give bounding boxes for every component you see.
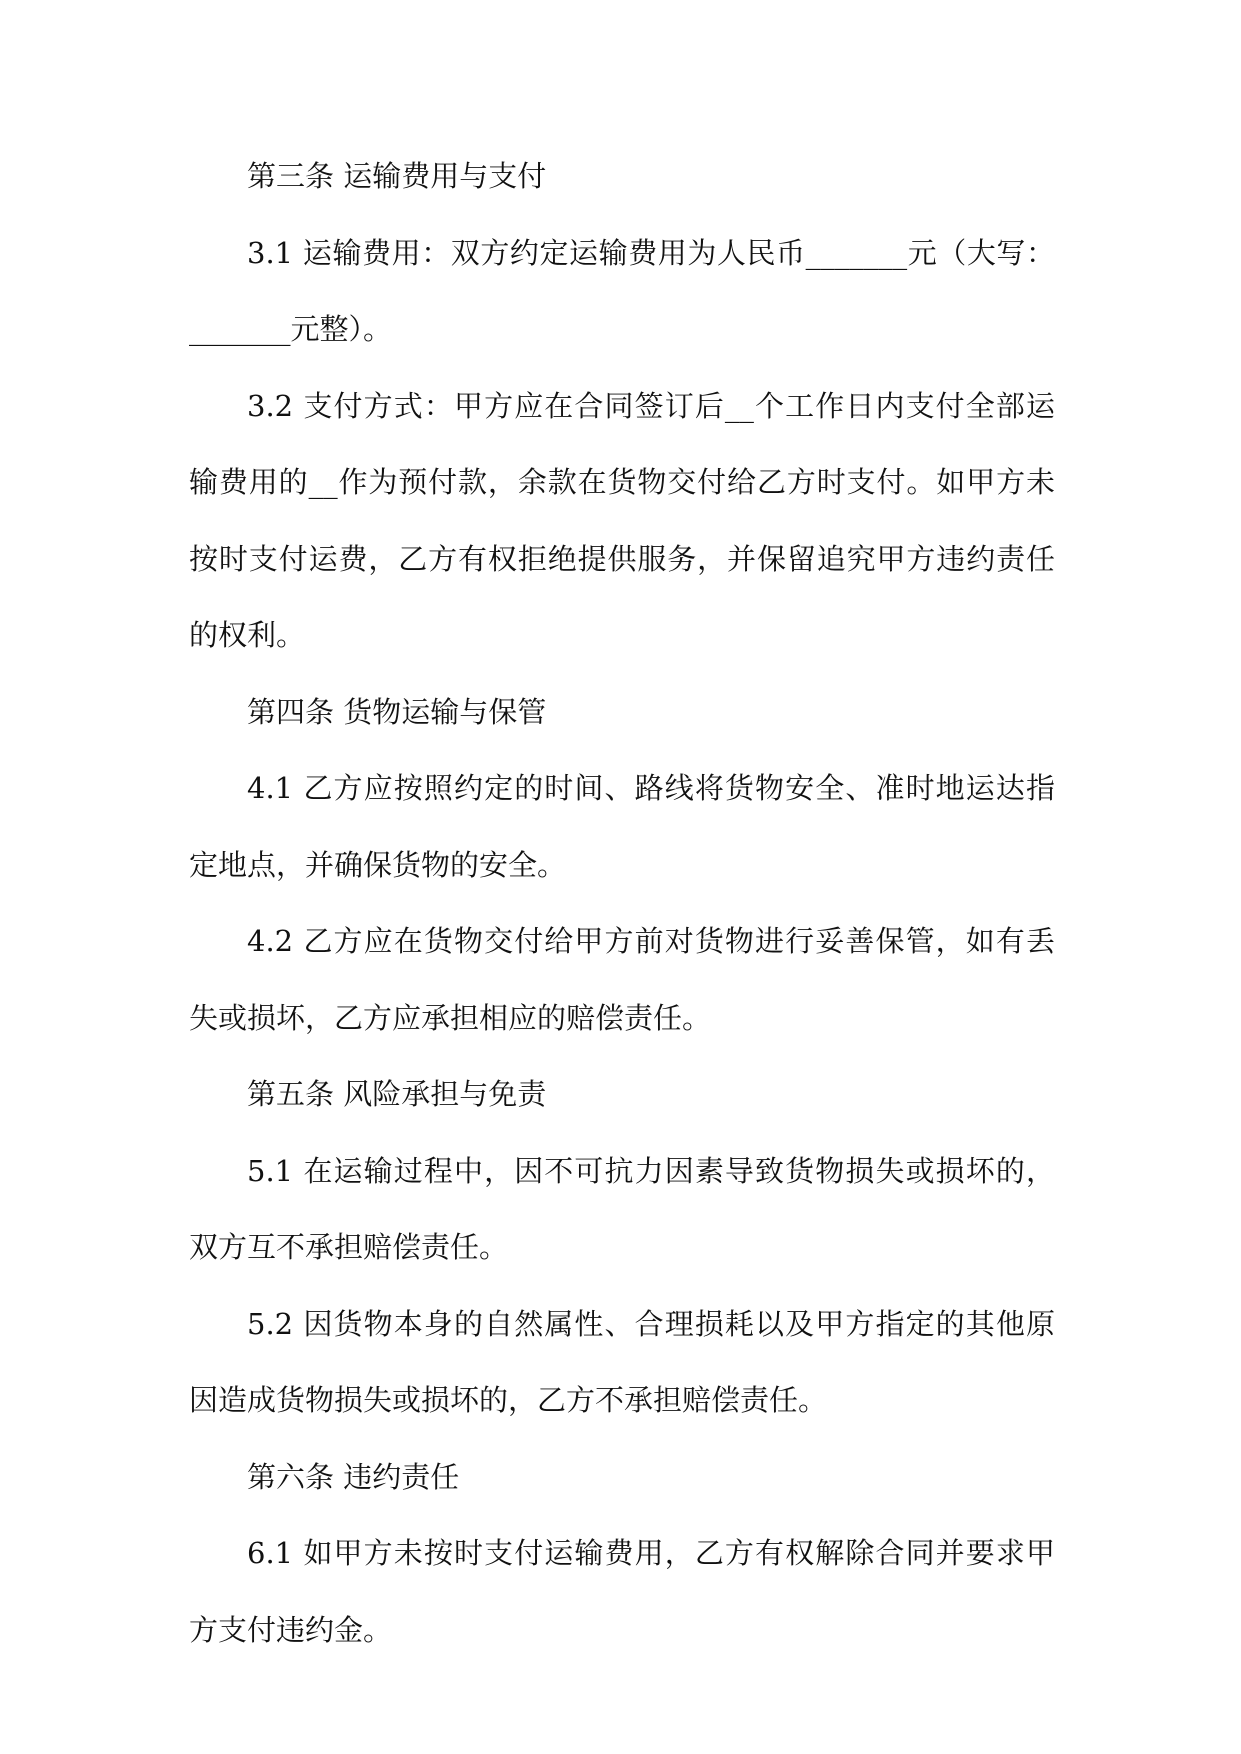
clause-5-1: 5.1 在运输过程中，因不可抗力因素导致货物损失或损坏的，双方互不承担赔偿责任。 [189,1153,1055,1264]
clause-6-1: 6.1 如甲方未按时支付运输费用，乙方有权解除合同并要求甲方支付违约金。 [189,1536,1055,1647]
clause-3-2: 3.2 支付方式：甲方应在合同签订后__个工作日内支付全部运输费用的__作为预付款，余款在货物交付给乙方时支付。如甲方未按时支付运费，乙方有权拒绝提供服务，并保留追究甲方违约责任的权利。 [189,388,1055,652]
section-heading-5: 第五条 风险承担与免责 [247,1077,547,1111]
clause-4-1: 4.1 乙方应按照约定的时间、路线将货物安全、准时地运达指定地点，并确保货物的安全。 [189,771,1055,882]
clause-3-1: 3.1 运输费用：双方约定运输费用为人民币_______元（大写：_______元整）。 [189,235,1055,346]
section-heading-4: 第四条 货物运输与保管 [247,694,547,729]
document-body [189,138,1055,1668]
section-heading-3: 第三条 运输费用与支付 [247,159,547,193]
section-heading-6: 第六条 违约责任 [247,1459,460,1494]
clause-4-2: 4.2 乙方应在货物交付给甲方前对货物进行妥善保管，如有丢失或损坏，乙方应承担相应的赔偿责任。 [189,924,1055,1035]
clause-5-2: 5.2 因货物本身的自然属性、合理损耗以及甲方指定的其他原因造成货物损失或损坏的，乙方不承担赔偿责任。 [189,1306,1055,1417]
